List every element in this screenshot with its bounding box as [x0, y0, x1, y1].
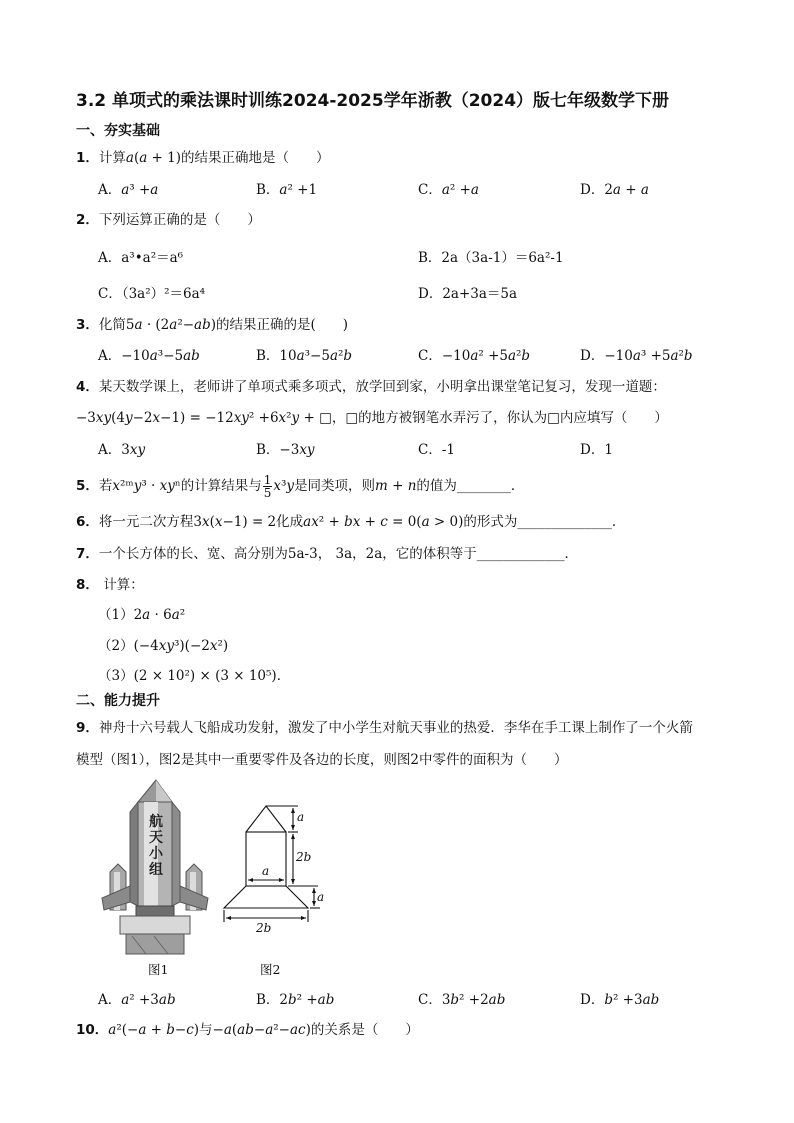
- option-b: B．𝑎² +1: [256, 182, 318, 198]
- option-b: B．2a（3a-1）＝6a²-1: [418, 250, 564, 266]
- option-c: C．𝑎² +𝑎: [418, 182, 479, 198]
- sub-question-1: （1）2𝑎 · 6𝑎²: [98, 607, 186, 623]
- dimension-label-a-right: a: [317, 890, 325, 904]
- question-number: 9．: [76, 720, 99, 736]
- question-text: 神舟十六号载人飞船成功发射，激发了中小学生对航天事业的热爱．李华在手工课上制作了一个火箭: [98, 720, 693, 736]
- part-diagram-figure: [218, 800, 330, 940]
- option-b: B．10𝑎³−5𝑎²𝑏: [256, 348, 353, 364]
- question-text: 若𝑥²ᵐ𝑦³ · 𝑥𝑦ⁿ的计算结果与: [98, 478, 262, 494]
- option-d: D．2a+3a＝5a: [418, 286, 518, 302]
- question-7: [76, 542, 578, 562]
- question-text: 计算：: [98, 577, 144, 593]
- option-a: A．𝑎² +3𝑎𝑏: [98, 992, 176, 1008]
- figure-2-caption: 图2: [260, 962, 281, 977]
- question-number: 5．: [76, 478, 99, 494]
- option-c: C．-1: [418, 442, 455, 458]
- rocket-model-figure: [96, 778, 216, 956]
- dimension-label-2b-side: 2b: [296, 850, 312, 864]
- question-5: [76, 474, 524, 499]
- sub-question-2: （2）(−4𝑥𝑦³)(−2𝑥²): [98, 638, 229, 654]
- question-9-line-2: 模型（图1），图2是其中一重要零件及各边的长度，则图2中零件的面积为（ ）: [76, 752, 568, 768]
- question-2: [76, 208, 261, 228]
- fraction-numerator: 1: [263, 473, 272, 487]
- dimension-label-a-top: a: [297, 810, 305, 824]
- question-text: 计算𝑎(𝑎 + 1)的结果正确地是（ ）: [98, 150, 330, 166]
- fraction-denominator: 5: [263, 486, 272, 500]
- figure-1-caption: 图1: [148, 962, 169, 977]
- question-number: 3．: [76, 317, 99, 333]
- part-diagram: [218, 800, 330, 940]
- rocket-label: 航天小组: [149, 814, 163, 878]
- question-number: 7．: [76, 546, 99, 562]
- section-heading-basics: 一、夯实基础: [76, 123, 160, 139]
- question-text: 化简5𝑎 · (2𝑎²−𝑎𝑏)的结果正确的是( ): [98, 317, 349, 333]
- page-title: 3.2 单项式的乘法课时训练2024-2025学年浙教（2024）版七年级数学下册: [76, 91, 670, 111]
- question-number: 2．: [76, 212, 99, 228]
- option-c: C．（3a²）²＝6a⁴: [98, 286, 206, 302]
- question-number: 1．: [76, 150, 99, 166]
- question-10: [76, 1018, 419, 1038]
- option-c: C．−10𝑎² +5𝑎²𝑏: [418, 348, 531, 364]
- question-1: [76, 146, 330, 166]
- option-b: B．−3𝑥𝑦: [256, 442, 315, 458]
- option-a: A．−10𝑎³−5𝑎𝑏: [98, 348, 200, 364]
- option-a: A．𝑎³ +𝑎: [98, 182, 159, 198]
- question-text: 一个长方体的长、宽、高分别为5a-3， 3a，2a，它的体积等于_____________．: [98, 546, 579, 562]
- question-text: 将一元二次方程3𝑥(𝑥−1) = 2化成𝑎𝑥² + 𝑏𝑥 + 𝑐 = 0(𝑎 > 0)的形式为______________．: [98, 514, 626, 530]
- option-a: A．a³•a²＝a⁶: [98, 250, 184, 266]
- option-b: B．2𝑏² +𝑎𝑏: [256, 992, 335, 1008]
- question-6: [76, 510, 625, 530]
- question-number: 10．: [76, 1022, 109, 1038]
- question-text-cont: 𝑥³𝑦是同类项，则𝑚 + 𝑛的值为: [273, 478, 457, 494]
- question-3: [76, 313, 348, 333]
- question-9: [76, 716, 693, 736]
- question-8: [76, 573, 144, 593]
- question-text: 某天数学课上，老师讲了单项式乘多项式，放学回到家，小明拿出课堂笔记复习，发现一道题：: [98, 379, 666, 395]
- dimension-label-2b-bottom: 2b: [256, 921, 272, 935]
- option-d: D．−10𝑎³ +5𝑎²𝑏: [580, 348, 693, 364]
- dimension-label-a-inner: a: [262, 864, 270, 878]
- question-number: 4．: [76, 379, 99, 395]
- question-text: 𝑎²(−𝑎 + 𝑏−𝑐)与−𝑎(𝑎𝑏−𝑎²−𝑎𝑐)的关系是（ ）: [108, 1022, 419, 1038]
- option-d: D．2𝑎 + 𝑎: [580, 182, 649, 198]
- option-a: A．3𝑥𝑦: [98, 442, 146, 458]
- question-number: 6．: [76, 514, 99, 530]
- question-4-line-2: −3𝑥𝑦(4𝑦−2𝑥−1) = −12𝑥𝑦² +6𝑥²𝑦 + □，□的地方被钢笔水弄污了，你认为□内应填写（ ）: [76, 410, 668, 426]
- answer-blank: ________．: [456, 478, 525, 494]
- question-number: 8．: [76, 577, 99, 593]
- fraction: [263, 474, 273, 499]
- option-d: D．1: [580, 442, 613, 458]
- section-heading-advanced: 二、能力提升: [76, 693, 160, 709]
- question-text: 下列运算正确的是（ ）: [98, 212, 261, 228]
- option-d: D．𝑏² +3𝑎𝑏: [580, 992, 660, 1008]
- question-4: [76, 375, 666, 395]
- option-c: C．3𝑏² +2𝑎𝑏: [418, 992, 506, 1008]
- sub-question-3: （3）(2 × 10²) × (3 × 10⁵)．: [98, 668, 291, 684]
